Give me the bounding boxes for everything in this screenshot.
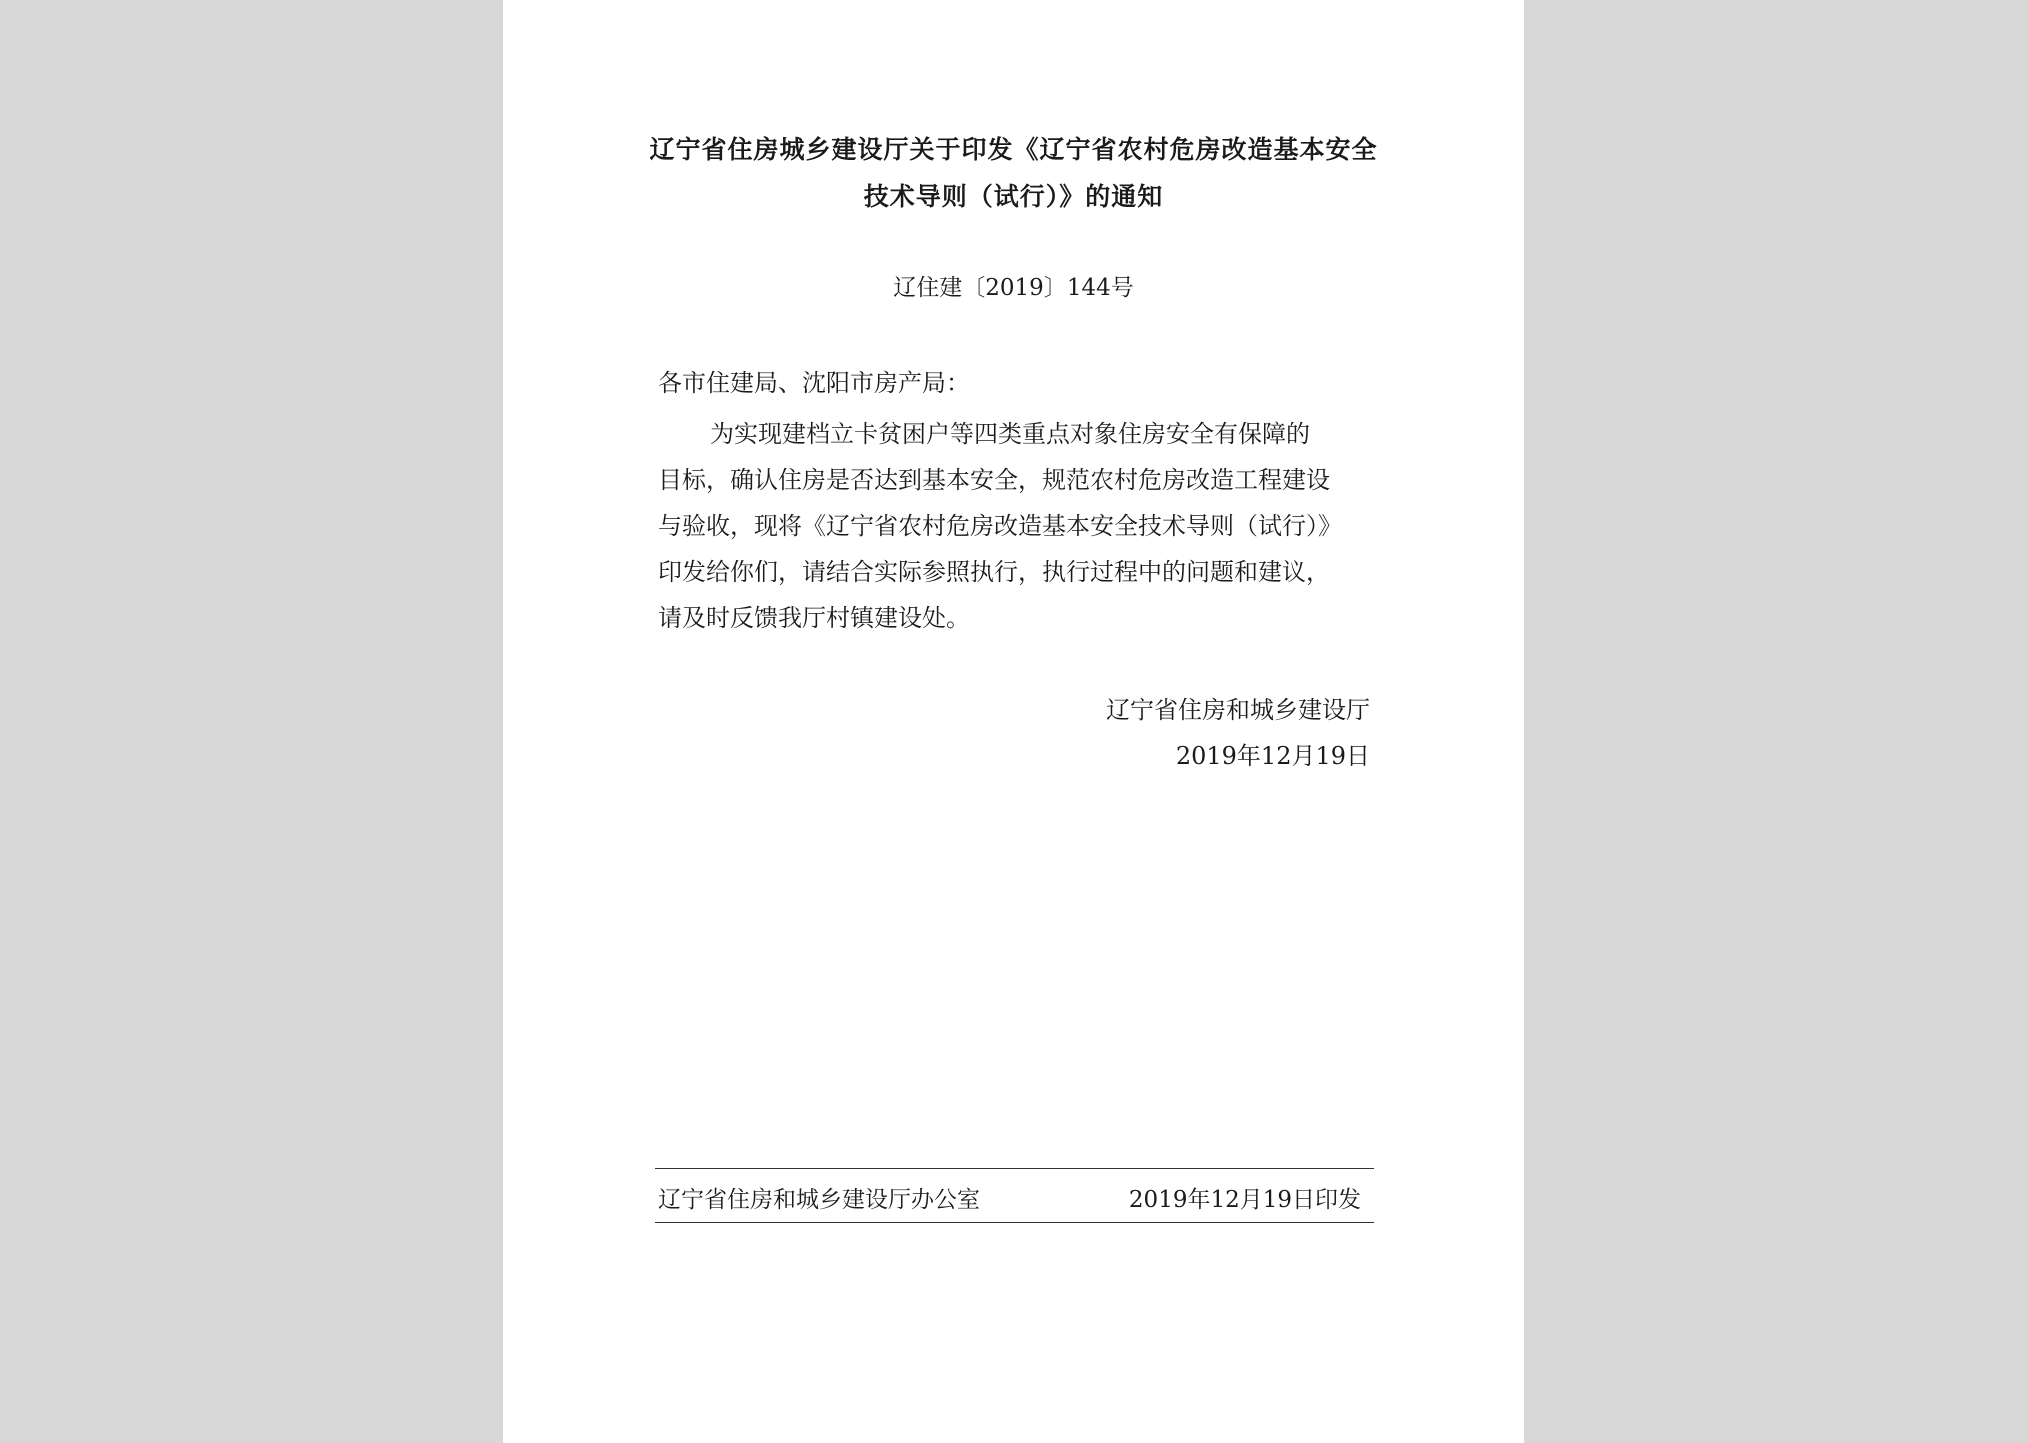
document-title-line-1: 辽宁省住房城乡建设厅关于印发《辽宁省农村危房改造基本安全 [649, 135, 1378, 164]
body-line-4: 印发给你们，请结合实际参照执行，执行过程中的问题和建议， [658, 558, 1330, 586]
signature-issuer: 辽宁省住房和城乡建设厅 [1106, 696, 1370, 724]
signature-block [1106, 687, 1370, 779]
footer-issuer: 辽宁省住房和城乡建设厅办公室 [658, 1187, 980, 1213]
body-paragraph [658, 411, 1378, 641]
signature-date: 2019年12月19日 [1175, 742, 1370, 770]
document-page [503, 0, 1524, 1443]
salutation: 各市住建局、沈阳市房产局： [658, 369, 970, 397]
footer-top-divider [655, 1168, 1374, 1169]
body-line-5: 请及时反馈我厅村镇建设处。 [658, 604, 970, 632]
body-line-2: 目标，确认住房是否达到基本安全，规范农村危房改造工程建设 [658, 466, 1330, 494]
document-title-line-2: 技术导则（试行）》的通知 [863, 182, 1164, 211]
document-number: 辽住建〔2019〕144号 [893, 275, 1134, 301]
body-line-3: 与验收，现将《辽宁省农村危房改造基本安全技术导则（试行）》 [658, 512, 1342, 540]
footer-issue-date: 2019年12月19日印发 [1128, 1187, 1361, 1213]
body-line-1: 为实现建档立卡贫困户等四类重点对象住房安全有保障的 [710, 420, 1310, 448]
footer-bottom-divider [655, 1222, 1374, 1223]
